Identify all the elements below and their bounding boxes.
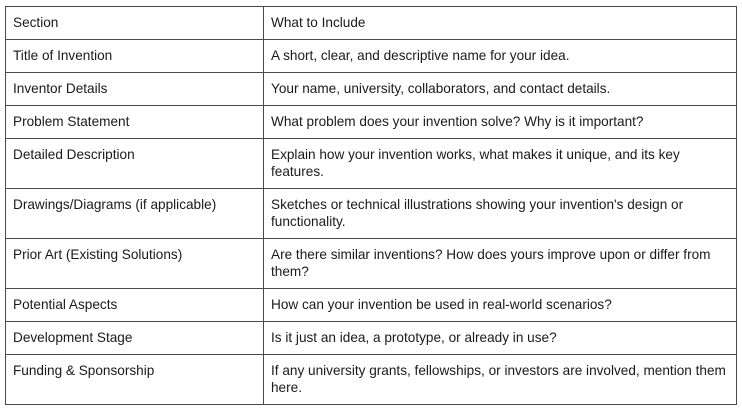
table-row [6, 239, 737, 289]
table-row [6, 322, 737, 355]
header-section: Section [6, 7, 264, 40]
section-cell: Development Stage [6, 322, 264, 355]
include-cell: Sketches or technical illustrations showing your invention's design or functionality. [264, 189, 737, 239]
include-cell: How can your invention be used in real-world scenarios? [264, 289, 737, 322]
section-cell: Funding & Sponsorship [6, 355, 264, 405]
section-cell: Potential Aspects [6, 289, 264, 322]
section-cell: Prior Art (Existing Solutions) [6, 239, 264, 289]
table-row [6, 289, 737, 322]
section-cell: Title of Invention [6, 40, 264, 73]
table-header-row [6, 7, 737, 40]
header-what-to-include: What to Include [264, 7, 737, 40]
table-row [6, 106, 737, 139]
table-row [6, 40, 737, 73]
table-row [6, 189, 737, 239]
include-cell: Explain how your invention works, what makes it unique, and its key features. [264, 139, 737, 189]
include-cell: Are there similar inventions? How does yours improve upon or differ from them? [264, 239, 737, 289]
section-cell: Drawings/Diagrams (if applicable) [6, 189, 264, 239]
section-cell: Problem Statement [6, 106, 264, 139]
include-cell: Is it just an idea, a prototype, or already in use? [264, 322, 737, 355]
include-cell: A short, clear, and descriptive name for your idea. [264, 40, 737, 73]
table-row [6, 73, 737, 106]
section-cell: Detailed Description [6, 139, 264, 189]
include-cell: What problem does your invention solve? Why is it important? [264, 106, 737, 139]
table-row [6, 139, 737, 189]
include-cell: Your name, university, collaborators, and contact details. [264, 73, 737, 106]
section-cell: Inventor Details [6, 73, 264, 106]
table-row [6, 355, 737, 405]
include-cell: If any university grants, fellowships, or investors are involved, mention them here. [264, 355, 737, 405]
invention-disclosure-table [5, 6, 737, 405]
